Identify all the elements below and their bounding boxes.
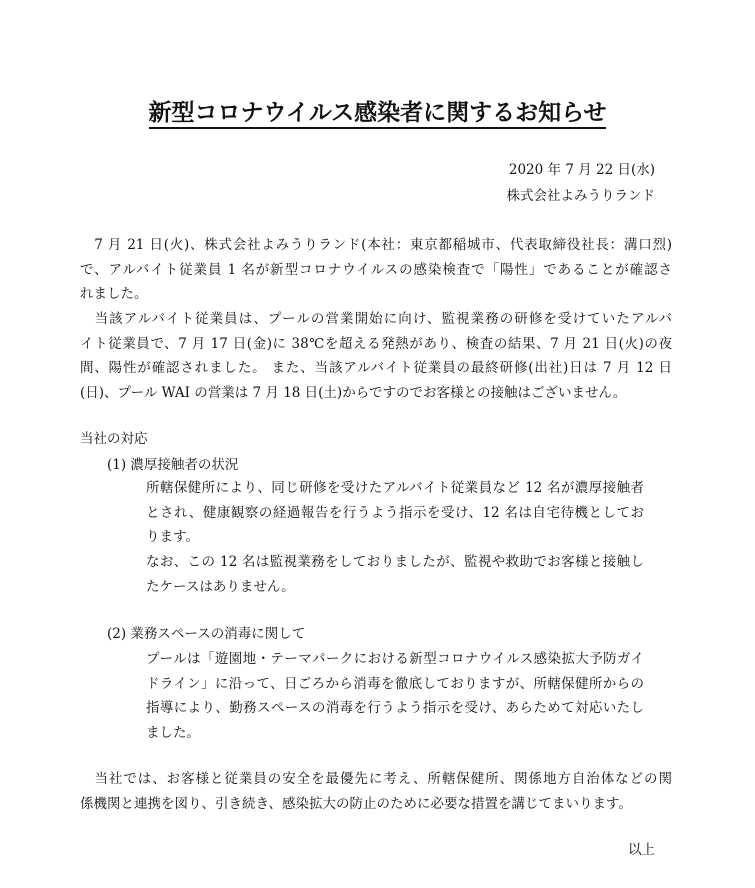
section-disinfection-body [146,647,644,745]
paragraph-announcement [80,233,672,307]
text-line: なお、この 12 名は監視業務をしておりましたが、監視や救助でお客様と接触し [146,554,644,570]
text-line: 所轄保健所により、同じ研修を受けたアルバイト従業員など 12 名が濃厚接触者 [146,480,644,496]
text-line: プールは「遊園地・テーマパークにおける新型コロナウイルス感染拡大予防ガイ [146,651,644,667]
document-title [0,98,755,128]
text-line: 当社では、お客様と従業員の安全を最優先に考え、所轄保健所、関係地方自治体などの関 [80,771,672,787]
company-name: 株式会社よみうりランド [506,188,655,204]
text-line: 7 月 21 日(火)、株式会社よみうりランド(本社：東京都稲城市、代表取締役社長：溝口烈) [80,237,672,253]
section-disinfection-heading: (2) 業務スペースの消毒に関して [107,626,306,642]
text-line: たケースはありません。 [146,578,295,595]
paragraph-commitment [80,767,672,816]
section-close-contacts-body [146,476,644,550]
paragraph-details [80,307,672,405]
section-close-contacts-note [146,550,644,599]
text-line: 係機関と連携を図り、引き続き、感染拡大の防止のために必要な措置を講じてまいります。 [80,795,632,812]
text-line: で、アルバイト従業員 1 名が新型コロナウイルスの感染検査で「陽性」であることが確認さ [80,261,672,278]
closing-mark: 以上 [628,842,655,858]
text-line: イト従業員で、7 月 17 日(金)に 38℃を超える発熱があり、検査の結果、7 月 21 日(火)の夜 [80,335,672,352]
section-close-contacts-heading: (1) 濃厚接触者の状況 [107,457,239,473]
text-line: 指導により、勤務スペースの消毒を行うよう指示を受け、あらためて対応いたし [146,700,644,717]
text-line: ドライン」に沿って、日ごろから消毒を徹底しておりますが、所轄保健所からの [146,675,644,692]
text-line: ました。 [146,724,200,741]
text-line: 当該アルバイト従業員は、プールの営業開始に向け、監視業務の研修を受けていたアルバ [80,311,672,327]
issue-date: 2020 年 7 月 22 日(水) [508,162,655,178]
text-line: れました。 [80,286,148,303]
document-title-text: 新型コロナウイルス感染者に関するお知らせ [149,100,607,129]
text-line: 間、陽性が確認されました。 また、当該アルバイト従業員の最終研修(出社)日は 7 月 12 日 [80,360,672,377]
text-line: (日)、プール WAI の営業は 7 月 18 日(土)からですのでお客様との接触はございません。 [80,384,627,401]
text-line: とされ、健康観察の経過報告を行うよう指示を受け、12 名は自宅待機としてお [146,504,644,521]
text-line: ります。 [146,529,199,546]
response-heading: 当社の対応 [80,431,148,447]
